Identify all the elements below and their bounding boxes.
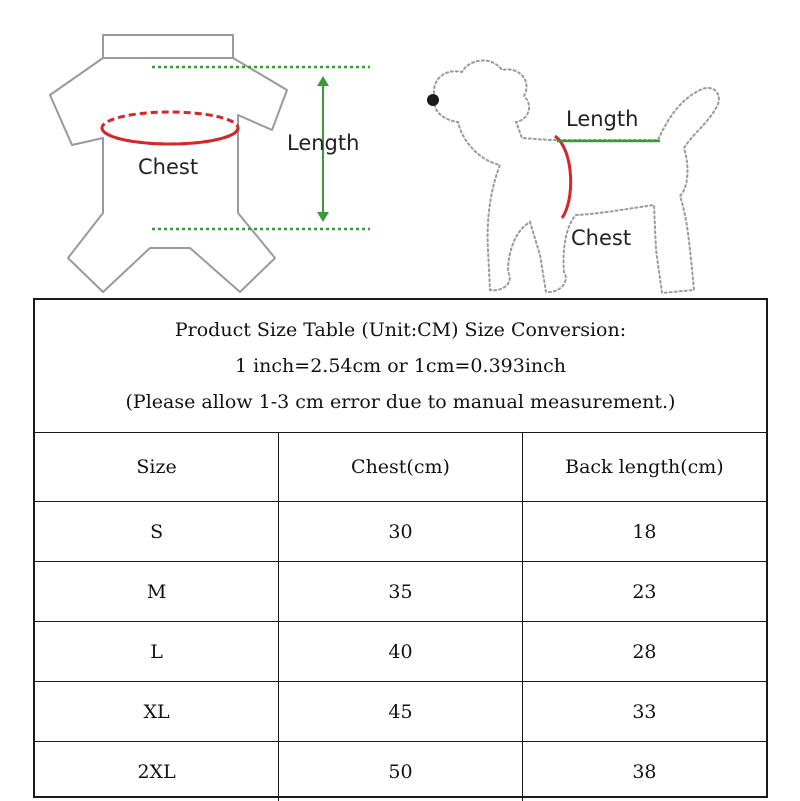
cell-chest: 30 — [279, 502, 523, 562]
cell-back-length: 33 — [522, 682, 766, 742]
size-table-header-row — [35, 433, 766, 502]
dog-nose-icon — [427, 94, 439, 106]
table-row — [35, 562, 766, 622]
measurement-diagrams — [0, 0, 800, 300]
header-back-length: Back length(cm) — [522, 433, 766, 502]
cell-chest: 45 — [279, 682, 523, 742]
cell-chest: 35 — [279, 562, 523, 622]
cell-back-length: 23 — [522, 562, 766, 622]
cell-back-length: 38 — [522, 742, 766, 801]
garment-chest-back — [102, 128, 238, 144]
table-row — [35, 682, 766, 742]
dog-chest-label: Chest — [571, 226, 631, 250]
title-line: (Please allow 1-3 cm error due to manual measurement.) — [35, 384, 766, 420]
size-table — [33, 298, 768, 798]
cell-back-length: 18 — [522, 502, 766, 562]
dog-diagram — [434, 60, 719, 293]
cell-size: M — [35, 562, 279, 622]
garment-chest-label: Chest — [138, 155, 198, 179]
cell-chest: 50 — [279, 742, 523, 801]
cell-size: L — [35, 622, 279, 682]
cell-size: XL — [35, 682, 279, 742]
dog-chest-curve — [555, 136, 571, 218]
header-chest: Chest(cm) — [279, 433, 523, 502]
title-line: 1 inch=2.54cm or 1cm=0.393inch — [35, 348, 766, 384]
title-line: Product Size Table (Unit:CM) Size Conversion: — [35, 312, 766, 348]
cell-chest: 40 — [279, 622, 523, 682]
garment-length-arrow-up — [317, 76, 329, 86]
dog-length-label: Length — [566, 107, 638, 131]
table-row — [35, 622, 766, 682]
cell-size: S — [35, 502, 279, 562]
cell-back-length: 28 — [522, 622, 766, 682]
cell-size: 2XL — [35, 742, 279, 801]
table-row — [35, 742, 766, 801]
header-size: Size — [35, 433, 279, 502]
dog-outline — [434, 60, 719, 293]
size-table-grid — [35, 300, 766, 801]
size-table-title-row — [35, 300, 766, 433]
table-row — [35, 502, 766, 562]
size-table-title — [35, 300, 766, 433]
garment-length-label: Length — [287, 131, 359, 155]
garment-length-arrow-down — [317, 212, 329, 222]
